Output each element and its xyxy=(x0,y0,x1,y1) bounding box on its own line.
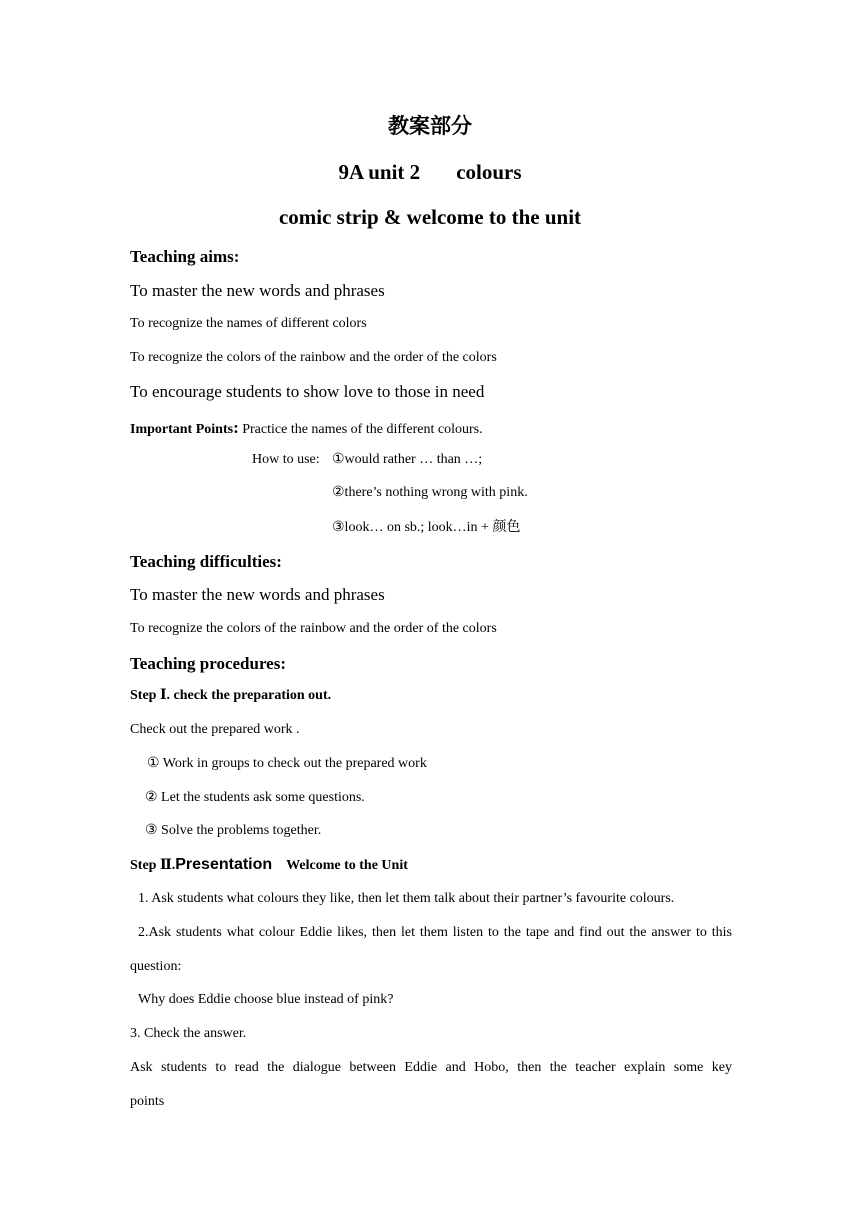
usage-item xyxy=(332,520,520,535)
aims-heading: Teaching aims: xyxy=(130,247,240,266)
step2-item: Ask students to read the dialogue between Eddie and Hobo, then the teacher explain some key points xyxy=(130,1060,732,1109)
aim-item: To recognize the names of different colors xyxy=(130,316,367,331)
unit-number: 9A unit 2 xyxy=(338,160,421,184)
important-points-label: Important Points xyxy=(130,422,234,437)
step2-subtitle: Welcome to the Unit xyxy=(286,858,408,873)
how-to-use-label: How to use: xyxy=(252,452,320,467)
procedures-heading: Teaching procedures: xyxy=(130,654,287,673)
step1-intro: Check out the prepared work . xyxy=(130,722,300,737)
unit-title xyxy=(0,162,860,183)
step1-item: ② Let the students ask some questions. xyxy=(145,790,365,805)
usage-item-cn: 颜色 xyxy=(492,519,521,535)
step2-item: 2.Ask students what colour Eddie likes, then let them listen to the tape and find out the answer to this question: xyxy=(130,925,732,974)
aim-item: To encourage students to show love to those in need xyxy=(130,382,485,401)
important-points xyxy=(130,419,483,437)
step2-title xyxy=(130,857,408,873)
unit-topic: colours xyxy=(456,160,522,184)
aim-item: To recognize the colors of the rainbow and the order of the colors xyxy=(130,350,497,365)
step1-title: Step Ⅰ. check the preparation out. xyxy=(130,688,332,703)
step1-item: ① Work in groups to check out the prepared work xyxy=(147,756,427,771)
important-points-colon: : xyxy=(233,418,239,437)
step2-item: 1. Ask students what colours they like, then let them talk about their partner’s favourite colours. xyxy=(138,891,675,906)
step2-prefix: Step Ⅱ. xyxy=(130,858,176,873)
difficulty-item: To recognize the colors of the rainbow and the order of the colors xyxy=(130,621,497,636)
aim-item: To master the new words and phrases xyxy=(130,281,385,300)
chinese-title: 教案部分 xyxy=(388,114,472,138)
difficulties-heading: Teaching difficulties: xyxy=(130,552,282,571)
usage-item-text: ③look… on sb.; look…in + xyxy=(332,520,493,535)
step2-item: 3. Check the answer. xyxy=(130,1026,247,1041)
difficulty-item: To master the new words and phrases xyxy=(130,585,385,604)
step2-name: Presentation xyxy=(175,856,273,873)
step2-question: Why does Eddie choose blue instead of pink? xyxy=(138,992,394,1007)
usage-item: ②there’s nothing wrong with pink. xyxy=(332,485,528,500)
step1-item: ③ Solve the problems together. xyxy=(145,823,322,838)
lesson-title: comic strip & welcome to the unit xyxy=(278,205,582,229)
usage-item: ①would rather … than …; xyxy=(332,452,483,467)
important-points-text: Practice the names of the different colours. xyxy=(238,422,483,437)
